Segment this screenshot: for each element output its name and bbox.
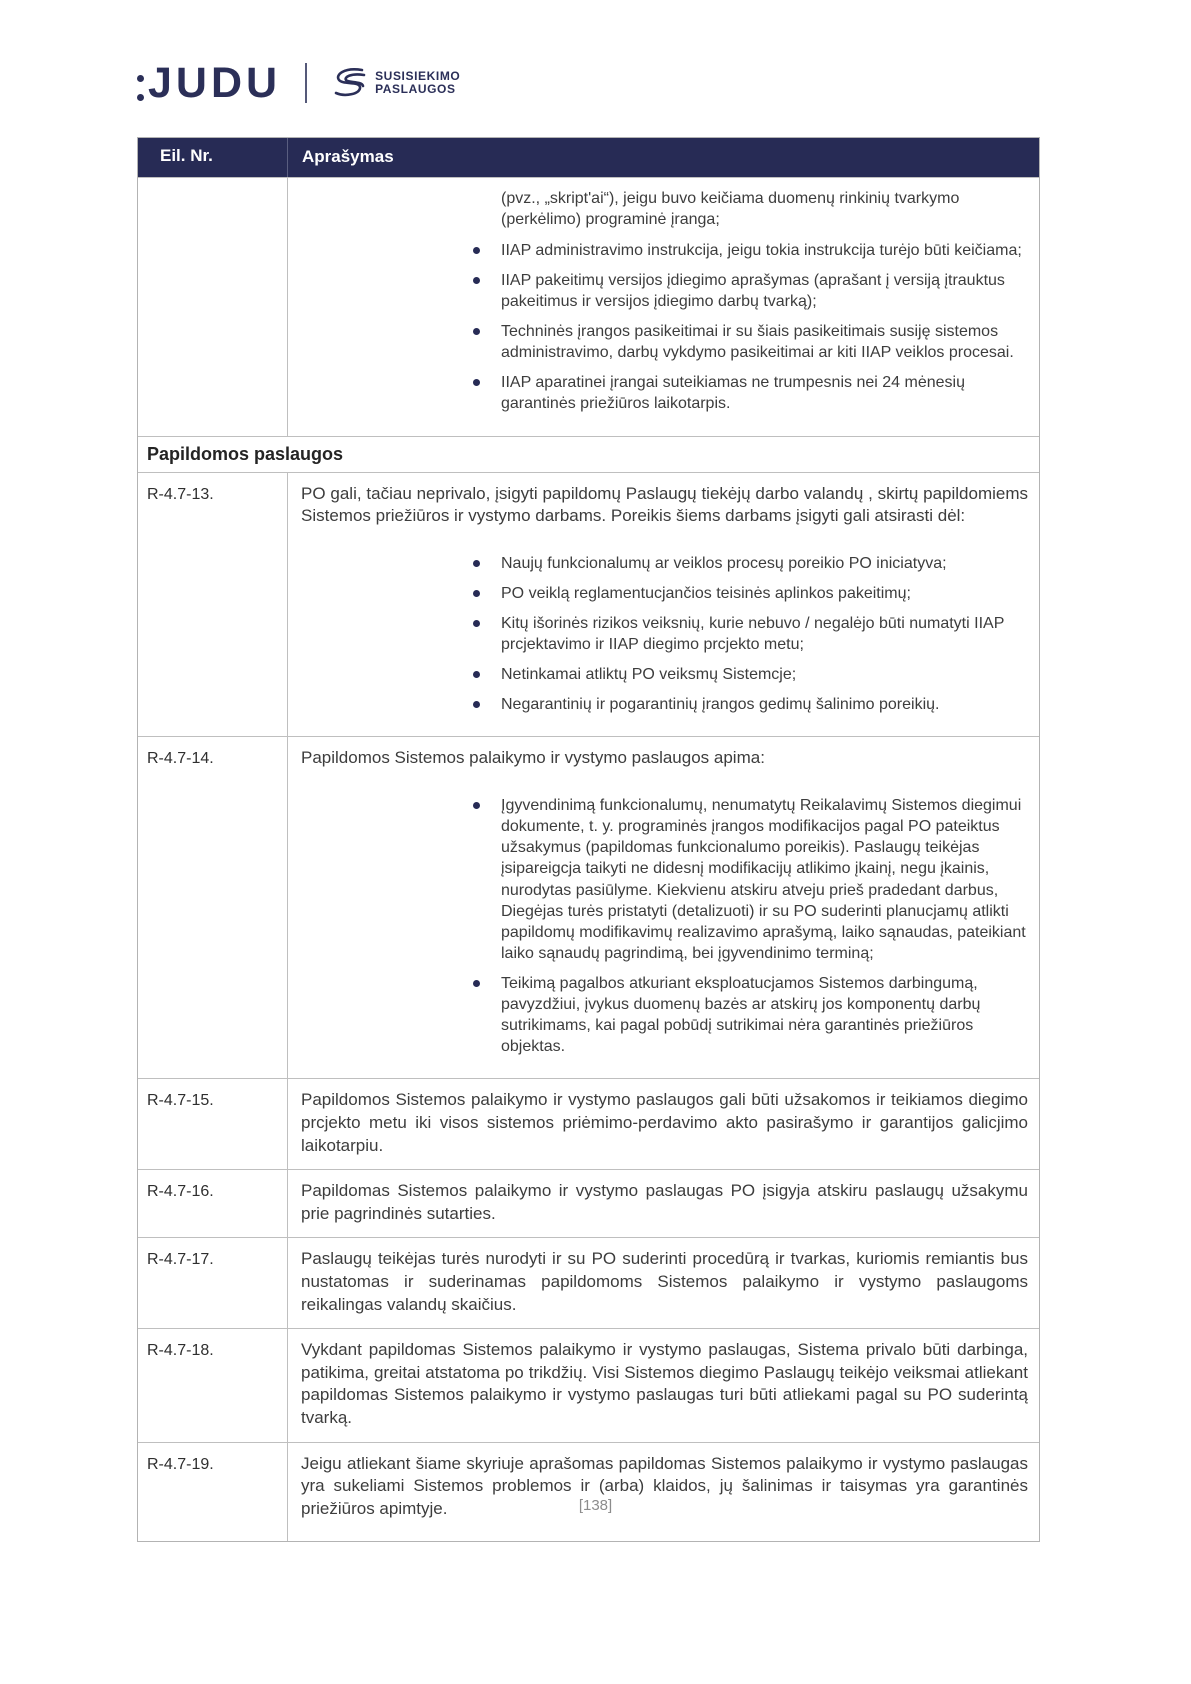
requirement-body xyxy=(288,473,1039,737)
header-logos xyxy=(137,58,460,108)
bullet-text: IIAP aparatinei įrangai suteikiamas ne trumpesnis nei 24 mėnesių garantinės priežiūros laikotarpis. xyxy=(501,374,965,413)
table-row xyxy=(138,177,1039,436)
table-row xyxy=(138,1237,1039,1328)
susisiekimo-logo xyxy=(331,67,460,99)
bullet-dot-icon xyxy=(473,560,480,567)
requirement-id xyxy=(138,178,288,436)
bullet-text: Kitų išorinės rizikos veiksnių, kurie nebuvo / negalėjo būti numatyti IIAP prcjektavimo ir IIAP diegimo prcjekto metu; xyxy=(501,615,1005,654)
requirement-text: Vykdant papildomas Sistemos palaikymo ir vystymo paslaugas, Sistema privalo būti darbinga, patikima, greitai atstatoma po trikdžių. Visi Sistemos diegimo Paslaugų teikėjo veiksmai atliekant papildomas Sistemos palaikymo ir vystymo paslaugas turi būti atliekami pagal su PO suderintą tvarką. xyxy=(301,1340,1028,1428)
table-row xyxy=(138,1169,1039,1237)
judu-logo xyxy=(137,58,282,107)
bullet-dot-icon xyxy=(473,277,480,284)
susisiekimo-line2: PASLAUGOS xyxy=(375,82,456,96)
bullet-item xyxy=(473,973,1028,1057)
requirements-table xyxy=(137,137,1040,1542)
requirement-id: R-4.7-19. xyxy=(138,1443,288,1541)
judu-logo-text: JUDU xyxy=(148,58,282,107)
bullet-list xyxy=(301,240,1028,415)
bullet-dot-icon xyxy=(473,620,480,627)
bullet-dot-icon xyxy=(473,980,480,987)
susisiekimo-logo-text xyxy=(375,70,460,96)
bullet-item xyxy=(473,583,1028,604)
bullet-list xyxy=(301,795,1028,1057)
page-number: [138] xyxy=(578,1497,613,1514)
bullet-text: Negarantinių ir pogarantinių įrangos gedimų šalinimo poreikių. xyxy=(501,696,940,714)
bullet-dot-icon xyxy=(473,590,480,597)
bullet-dot-icon xyxy=(473,802,480,809)
bullet-dot-icon xyxy=(473,671,480,678)
table-row xyxy=(138,1442,1039,1541)
bullet-text: Naujų funkcionalumų ar veiklos procesų poreikio PO iniciatyva; xyxy=(501,554,947,572)
bullet-item xyxy=(473,270,1028,312)
requirement-id: R-4.7-13. xyxy=(138,473,288,737)
section-header-row xyxy=(138,436,1039,472)
bullet-item xyxy=(473,240,1028,261)
bullet-item xyxy=(473,372,1028,414)
section-header: Papildomos paslaugos xyxy=(147,443,344,464)
requirement-text: Paslaugų teikėjas turės nurodyti ir su PO suderinti procedūrą ir tvarkas, kuriomis remiantis bus nustatomas ir suderinamas papildomoms Sistemos palaikymo ir vystymo paslaugoms reikalingas valandų skaičius. xyxy=(301,1249,1028,1314)
requirement-body xyxy=(288,737,1039,1078)
header-cell-aprasymas: Aprašymas xyxy=(302,147,394,166)
susisiekimo-line1: SUSISIEKIMO xyxy=(375,68,461,83)
continuation-text: (pvz., „skript'ai“), jeigu buvo keičiama duomenų rinkinių tvarkymo (perkėlimo) programinė įranga; xyxy=(501,189,960,228)
bullet-text: PO veiklą reglamentucjančios teisinės aplinkos pakeitimų; xyxy=(501,584,911,602)
requirement-id: R-4.7-17. xyxy=(138,1238,288,1328)
judu-logo-dots-icon xyxy=(137,75,144,101)
table-header-row xyxy=(138,138,1039,177)
bullet-text: Teikimą pagalbos atkuriant eksploatucjamos Sistemos darbingumą, pavyzdžiui, įvykus duomenų bazės ar atskirų jos komponentų darbų sutrikimams, kai pagal pobūdį sutrikimai nėra garantinės priežiūros objektas. xyxy=(501,974,981,1056)
requirement-text: Papildomos Sistemos palaikymo ir vystymo paslaugos apima: xyxy=(301,748,765,768)
table-row xyxy=(138,1328,1039,1441)
requirement-text: Papildomas Sistemos palaikymo ir vystymo paslaugas PO įsigyja atskiru paslaugų užsakymu prie pagrindinės sutarties. xyxy=(301,1181,1028,1223)
bullet-item xyxy=(473,321,1028,363)
susisiekimo-swoosh-icon xyxy=(331,67,367,99)
bullet-dot-icon xyxy=(473,247,480,254)
requirement-id: R-4.7-14. xyxy=(138,737,288,1078)
bullet-item xyxy=(473,613,1028,655)
bullet-dot-icon xyxy=(473,701,480,708)
bullet-text: Techninės įrangos pasikeitimai ir su šiais pasikeitimais susiję sistemos administravimo, darbų vykdymo pasikeitimai ar kiti IIAP veiklos procesai. xyxy=(501,323,1014,362)
bullet-item xyxy=(473,664,1028,685)
requirement-body xyxy=(288,178,1039,436)
requirement-id: R-4.7-18. xyxy=(138,1329,288,1441)
requirement-text: Jeigu atliekant šiame skyriuje aprašomas papildomas Sistemos palaikymo ir vystymo paslaugas yra sukeliami Sistemos problemos ir (arba) klaidos, jų šalinimas ir taisymas yra garantinės priežiūros apimtyje. xyxy=(301,1453,1028,1518)
bullet-item xyxy=(473,694,1028,715)
requirement-id: R-4.7-15. xyxy=(138,1079,288,1169)
bullet-list xyxy=(301,553,1028,716)
table-row xyxy=(138,736,1039,1078)
bullet-dot-icon xyxy=(473,328,480,335)
bullet-text: Įgyvendinimą funkcionalumų, nenumatytų Reikalavimų Sistemos diegimui dokumente, t. y. programinės įrangos modifikacijos pagal PO pateiktus užsakymus (papildomas funkcionalumo poreikis). Paslaugų teikėjas įsipareigcja taikyti ne didesnį modifikacijų atlikimo įkainį, negu įkainis, nurodytas pasiūlyme. Kiekvienu atskiru atveju prieš pradedant darbus, Diegėjas turės pristatyti (detalizuoti) ir su PO suderinti planucjamų atlikti papildomų modifikavimų realizavimo aprašymą, laiko sąnaudas, pateikiant laiko sąnaudų pagrindimą, bei įgyvendinimo terminą; xyxy=(501,797,1026,962)
requirement-id: R-4.7-16. xyxy=(138,1170,288,1237)
header-cell-eil-nr: Eil. Nr. xyxy=(138,138,288,177)
bullet-text: IIAP administravimo instrukcija, jeigu tokia instrukcija turėjo būti keičiama; xyxy=(501,241,1022,259)
table-row xyxy=(138,1078,1039,1169)
bullet-dot-icon xyxy=(473,379,480,386)
requirement-text: PO gali, tačiau neprivalo, įsigyti papildomų Paslaugų tiekėjų darbo valandų , skirtų papildomiems Sistemos priežiūros ir vystymo darbams. Poreikis šiems darbams įsigyti gali atsirasti dėl: xyxy=(301,483,1028,526)
bullet-text: IIAP pakeitimų versijos įdiegimo aprašymas (aprašant į versiją įtrauktus pakeitimus ir versijos įdiegimo darbų tvarką); xyxy=(501,271,1005,311)
bullet-item xyxy=(473,795,1028,964)
table-row xyxy=(138,472,1039,737)
logo-divider xyxy=(305,63,307,103)
bullet-text: Netinkamai atliktų PO veiksmų Sistemcje; xyxy=(501,666,797,684)
requirement-text: Papildomos Sistemos palaikymo ir vystymo paslaugos gali būti užsakomos ir teikiamos diegimo prcjekto metu iki visos sistemos priėmimo-perdavimo akto pasirašymo ir garantijos galicjimo laikotarpiu. xyxy=(301,1090,1028,1155)
bullet-item xyxy=(473,553,1028,574)
